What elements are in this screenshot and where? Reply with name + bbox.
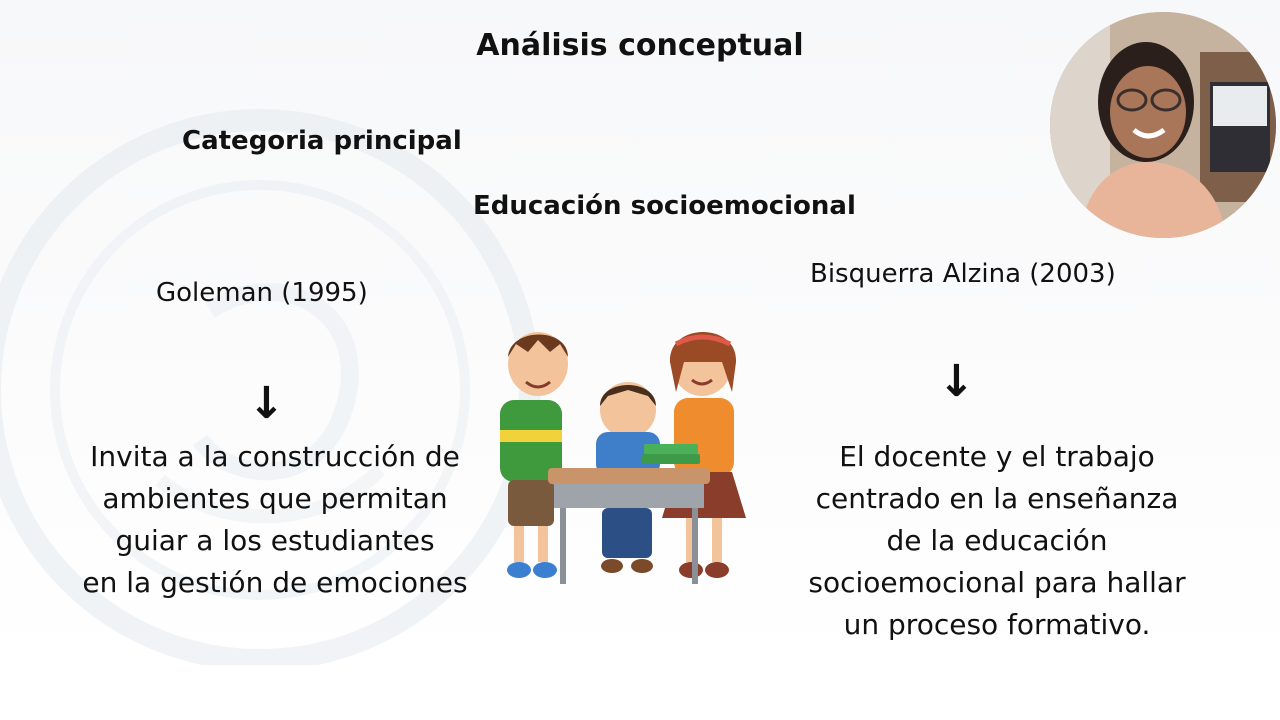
right-description: [797, 436, 1197, 646]
description-line: socioemocional para hallar: [808, 566, 1186, 599]
description-line: guiar a los estudiantes: [115, 524, 435, 557]
category-label: Categoria principal: [182, 126, 462, 156]
down-arrow-icon: ↓: [938, 356, 975, 407]
description-line: ambientes que permitan: [102, 482, 448, 515]
description-line: centrado en la enseñanza: [815, 482, 1179, 515]
right-author: Bisquerra Alzina (2003): [810, 259, 1116, 289]
left-author: Goleman (1995): [156, 278, 368, 308]
category-value: Educación socioemocional: [473, 191, 856, 221]
description-line: El docente y el trabajo: [839, 440, 1155, 473]
description-line: en la gestión de emociones: [82, 566, 468, 599]
left-description: [70, 436, 480, 604]
children-at-desk-illustration: [490, 322, 760, 592]
slide-title: Análisis conceptual: [476, 28, 804, 63]
down-arrow-icon: ↓: [248, 378, 285, 429]
description-line: de la educación: [886, 524, 1108, 557]
description-line: Invita a la construcción de: [90, 440, 460, 473]
presenter-image: [1050, 12, 1276, 238]
presenter-webcam-video: [1050, 12, 1276, 238]
description-line: un proceso formativo.: [843, 608, 1151, 641]
